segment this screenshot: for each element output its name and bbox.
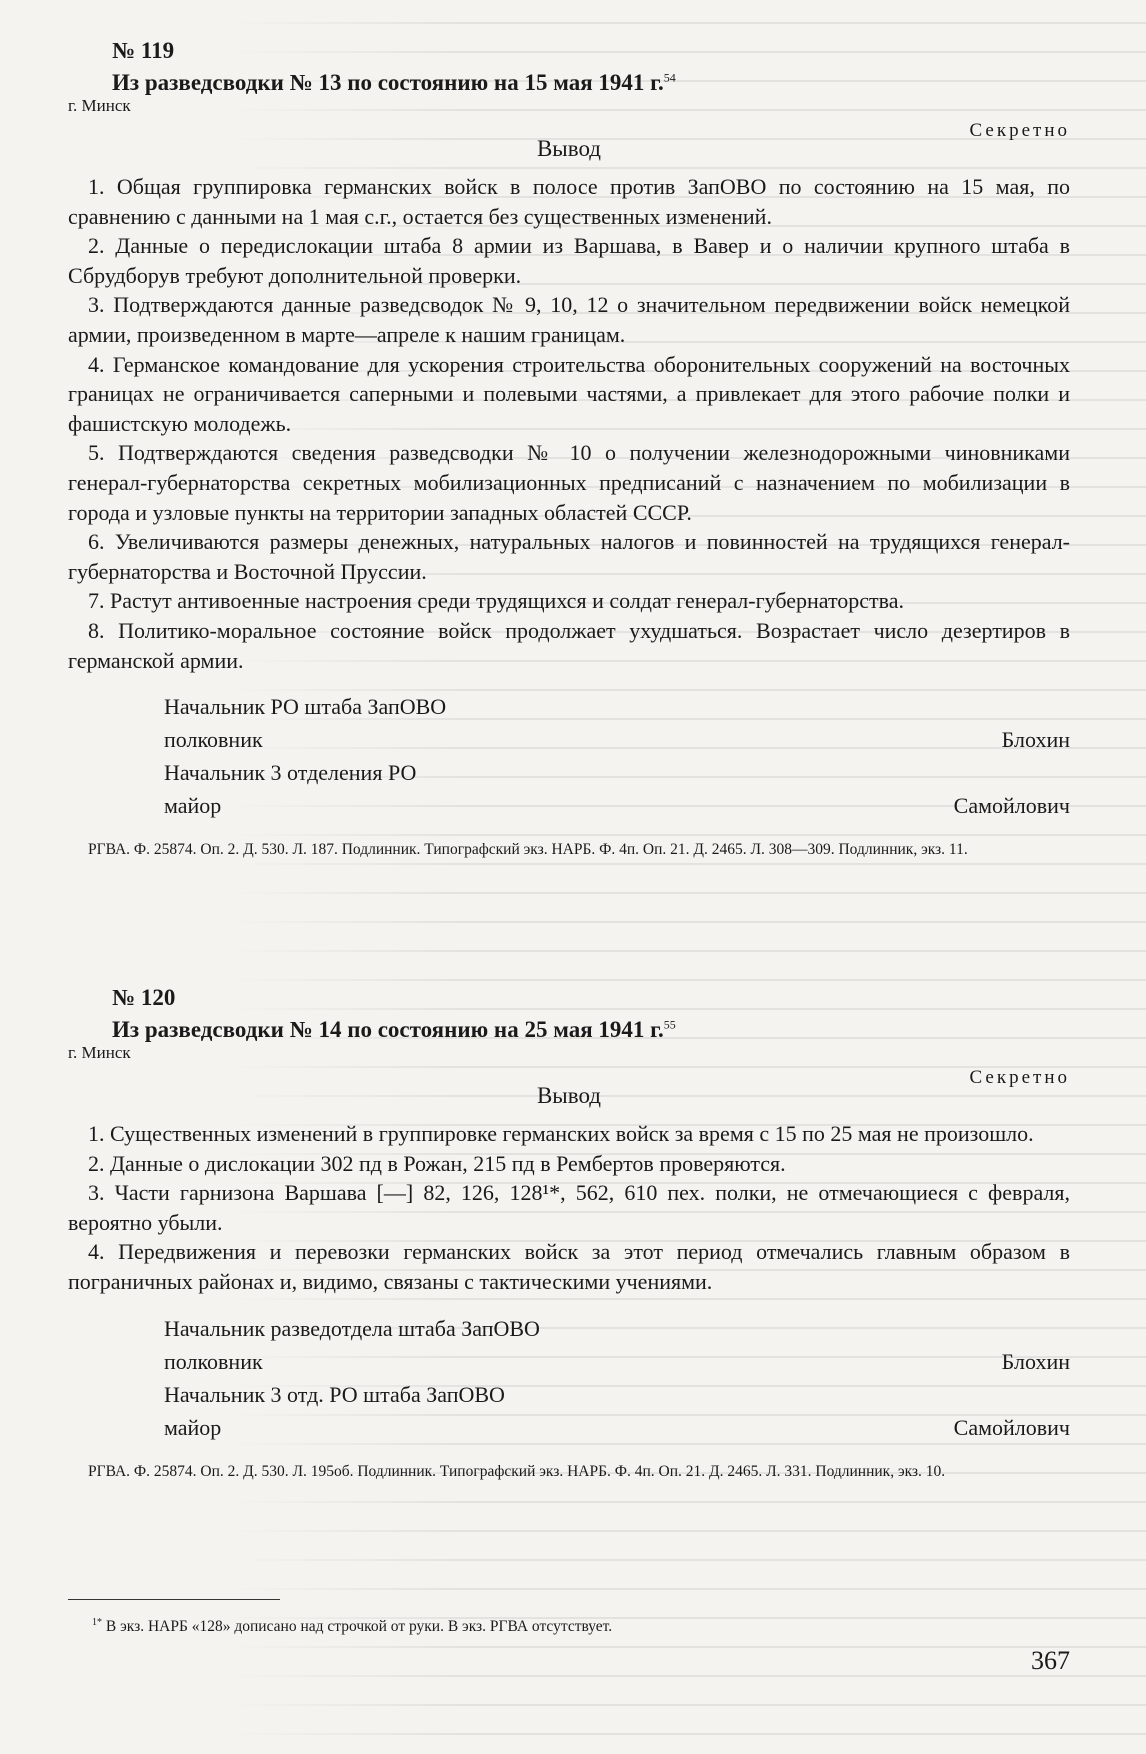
signer-position: Начальник 3 отд. РО штаба ЗапОВО <box>164 1381 505 1407</box>
signer-name: Блохин <box>1001 1348 1070 1374</box>
signature-line <box>68 1345 1070 1379</box>
signer-position: Начальник РО штаба ЗапОВО <box>164 694 447 720</box>
signature-line <box>68 789 1070 823</box>
footnote <box>92 1617 612 1636</box>
signer-position: Начальник разведотдела штаба ЗапОВО <box>164 1315 540 1341</box>
paragraph: 4. Передвижения и перевозки германских войск за этот период отмечались главным образом в пограничных районах и, видимо, связаны с тактическими учениями. <box>68 1239 1070 1294</box>
archive-source: РГВА. Ф. 25874. Оп. 2. Д. 530. Л. 195об. Подлинник. Типографский экз. НАРБ. Ф. 4п. Оп. 21. Д. 2465. Л. 331. Подлинник, экз. 10. <box>88 1462 946 1480</box>
doc-place: г. Минск <box>68 1043 131 1062</box>
signer-position: Начальник 3 отделения РО <box>164 760 417 786</box>
page-number: 367 <box>1031 1646 1070 1675</box>
doc-number: № 120 <box>112 985 176 1010</box>
signature-line <box>68 723 1070 757</box>
paragraph: 2. Данные о передислокации штаба 8 армии из Варшава, в Вавер и о наличии крупного штаба в Сбрудборув требуют дополнительной проверки. <box>68 233 1070 288</box>
signer-rank: майор <box>164 1414 222 1440</box>
doc-title: Из разведсводки № 14 по состоянию на 25 мая 1941 г.$^{55}$ <box>112 1017 676 1042</box>
document-120 <box>68 985 1070 1483</box>
signature-position <box>68 757 1070 789</box>
signer-name: Блохин <box>1001 727 1070 753</box>
paragraph: 1. Существенных изменений в группировке германских войск за время с 15 по 25 мая не произошло. <box>88 1121 1034 1146</box>
paragraph: 1. Общая группировка германских войск в полосе против ЗапОВО по состоянию на 15 мая, по сравнению с данными на 1 мая с.г., остается без существенных изменений. <box>68 174 1070 229</box>
doc-body <box>68 1119 1070 1297</box>
signature-line <box>68 1411 1070 1445</box>
doc-body <box>68 172 1070 675</box>
archive-source: РГВА. Ф. 25874. Оп. 2. Д. 530. Л. 187. Подлинник. Типографский экз. НАРБ. Ф. 4п. Оп. 21. Д. 2465. Л. 308—309. Подлинник, экз. 11. <box>88 841 968 859</box>
footnote-mark: 1* <box>92 1617 102 1628</box>
signature-block <box>68 1313 1070 1445</box>
signature-position <box>68 691 1070 723</box>
signer-rank: майор <box>164 793 222 819</box>
paragraph: 3. Подтверждаются данные разведсводок № 9, 10, 12 о значительном передвижении войск немецкой армии, произведенном в марте—апреле к нашим границам. <box>68 292 1070 347</box>
footnote-divider <box>68 1599 280 1600</box>
signature-block <box>68 691 1070 823</box>
doc-number: № 119 <box>112 38 175 63</box>
signer-name: Самойлович <box>953 793 1070 819</box>
paragraph: 6. Увеличиваются размеры денежных, натуральных налогов и повинностей на трудящихся генерал-губернаторства и Восточной Пруссии. <box>68 529 1070 584</box>
secrecy-stamp: Секретно <box>969 1067 1070 1088</box>
paragraph: 8. Политико-моральное состояние войск продолжает ухудшаться. Возрастает число дезертиров в германской армии. <box>68 617 1070 673</box>
title-note-ref: 55 <box>663 1017 676 1032</box>
paragraph: 3. Части гарнизона Варшава [—] 82, 126, 128¹*, 562, 610 пех. полки, не отмечающиеся с февраля, вероятно убыли. <box>68 1180 1070 1235</box>
document-119 <box>68 38 1070 861</box>
section-heading: Вывод <box>536 1083 602 1108</box>
paragraph: 2. Данные о дислокации 302 пд в Рожан, 215 пд в Рембертов проверяются. <box>88 1150 786 1176</box>
doc-place: г. Минск <box>68 96 131 115</box>
paragraph: 4. Германское командование для ускорения строительства оборонительных сооружений на восточных границах не ограничивается саперными и полевыми частями, а привлекает для этого рабочие полки и фашистскую молодежь. <box>68 351 1070 436</box>
paragraph: 5. Подтверждаются сведения разведсводки № 10 о получении железнодорожными чиновниками генерал-губернаторства секретных мобилизационных предписаний с назначением по мобилизации в города и узловые пункты на территории западных областей СССР. <box>68 440 1070 525</box>
doc-title: Из разведсводки № 13 по состоянию на 15 мая 1941 г.$^{54}$ <box>112 70 676 95</box>
paragraph: 7. Растут антивоенные настроения среди трудящихся и солдат генерал-губернаторства. <box>88 588 905 614</box>
section-heading: Вывод <box>536 136 602 161</box>
signer-rank: полковник <box>164 1348 263 1374</box>
signer-rank: полковник <box>164 727 263 753</box>
signature-position <box>68 1379 1070 1411</box>
signer-name: Самойлович <box>953 1414 1070 1440</box>
footnote-text: В экз. НАРБ «128» дописано над строчкой от руки. В экз. РГВА отсутствует. <box>105 1618 613 1636</box>
title-note-ref: 54 <box>663 70 676 85</box>
secrecy-stamp: Секретно <box>969 120 1070 141</box>
signature-position <box>68 1313 1070 1345</box>
